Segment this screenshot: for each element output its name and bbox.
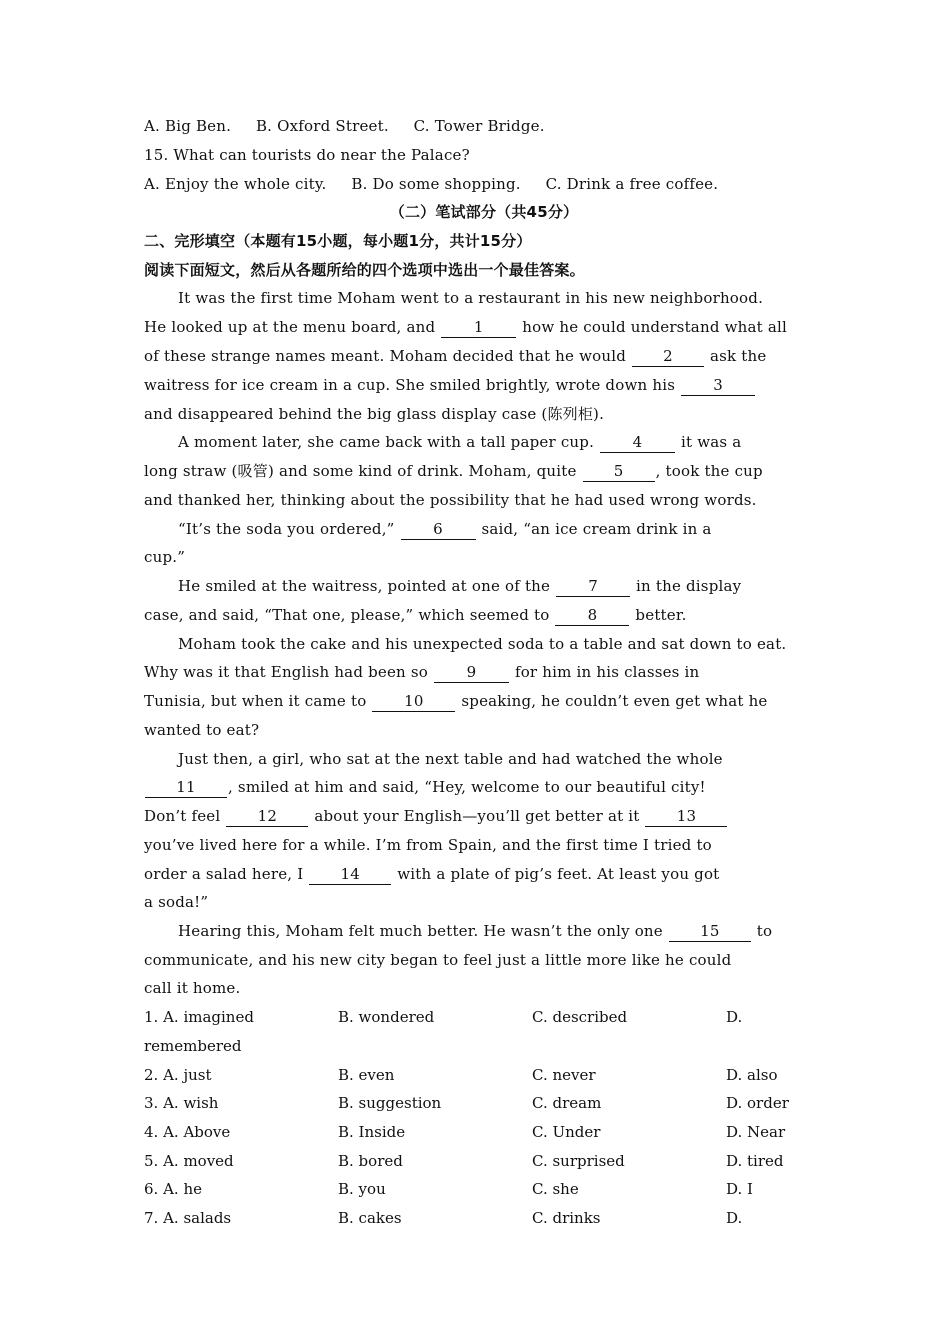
option-6c: C. she (532, 1180, 579, 1198)
option-1c: C. described (532, 1008, 628, 1026)
passage-text: with a plate of pig’s feet. At least you got (392, 865, 720, 883)
option-2a: 2. A. just (144, 1066, 212, 1084)
option-4d: D. Near (726, 1123, 786, 1141)
q15-option-b: B. Do some shopping. (351, 175, 521, 193)
passage-line: call it home. (144, 979, 241, 997)
blank-11: 11 (145, 777, 227, 798)
passage-line (144, 802, 824, 831)
blank-9: 9 (434, 662, 509, 683)
passage-text: He looked up at the menu board, and (144, 318, 441, 336)
passage-text: waitress for ice cream in a cup. She smiled brightly, wrote down his (144, 376, 681, 394)
passage-text: “It’s the soda you ordered,” (178, 520, 400, 538)
q14-options-line (144, 112, 824, 141)
blank-13: 13 (645, 806, 727, 827)
q14-option-b: B. Oxford Street. (255, 117, 389, 135)
option-3d: D. order (726, 1094, 789, 1112)
passage-text: long straw (吸管) and some kind of drink. Moham, quite (144, 462, 582, 480)
option-4a: 4. A. Above (144, 1123, 231, 1141)
passage-line (144, 658, 824, 687)
blank-14: 14 (309, 864, 391, 885)
option-1d: D. (726, 1008, 743, 1026)
q14-option-a: A. Big Ben. (144, 117, 232, 135)
passage-text: in the display (631, 577, 742, 595)
passage-line: Just then, a girl, who sat at the next table and had watched the whole (178, 750, 723, 768)
passage-text: speaking, he couldn’t even get what he (456, 692, 768, 710)
option-3c: C. dream (532, 1094, 602, 1112)
passage-text: , smiled at him and said, “Hey, welcome to our beautiful city! (228, 778, 706, 796)
passage-text: ask the (705, 347, 767, 365)
blank-12: 12 (226, 806, 308, 827)
option-1d-wrap: remembered (144, 1037, 242, 1055)
option-5c: C. surprised (532, 1152, 625, 1170)
passage-text: Why was it that English had been so (144, 663, 433, 681)
passage-line (144, 687, 824, 716)
option-6b: B. you (338, 1180, 386, 1198)
passage-text: Don’t feel (144, 807, 226, 825)
passage-line (144, 313, 824, 342)
option-5a: 5. A. moved (144, 1152, 234, 1170)
passage-line (144, 371, 824, 400)
q14-option-c: C. Tower Bridge. (413, 117, 545, 135)
passage-line: you’ve lived here for a while. I’m from Spain, and the first time I tried to (144, 836, 712, 854)
passage-line (144, 342, 824, 371)
passage-text: to (751, 922, 773, 940)
blank-5: 5 (583, 461, 655, 482)
passage-text: Hearing this, Moham felt much better. He wasn’t the only one (178, 922, 668, 940)
passage-text: He smiled at the waitress, pointed at one of the (178, 577, 556, 595)
option-1a: 1. A. imagined (144, 1008, 254, 1026)
option-7d: D. (726, 1209, 743, 1227)
passage-text: Tunisia, but when it came to (144, 692, 372, 710)
passage-line: wanted to eat? (144, 721, 260, 739)
q15-option-a: A. Enjoy the whole city. (144, 175, 327, 193)
option-3b: B. suggestion (338, 1094, 442, 1112)
passage-line (178, 515, 824, 544)
passage-line: and disappeared behind the big glass display case (陈列柜). (144, 405, 605, 423)
option-6a: 6. A. he (144, 1180, 202, 1198)
blank-8: 8 (555, 605, 629, 626)
passage-line (178, 572, 824, 601)
section-title: 二、完形填空（本题有15小题，每小题1分，共计15分） (144, 232, 532, 250)
passage-line: and thanked her, thinking about the possibility that he had used wrong words. (144, 491, 757, 509)
passage-line (144, 773, 824, 802)
passage-text: of these strange names meant. Moham decided that he would (144, 347, 631, 365)
option-4b: B. Inside (338, 1123, 406, 1141)
q15-option-c: C. Drink a free coffee. (545, 175, 719, 193)
blank-4: 4 (600, 432, 675, 453)
passage-line (178, 917, 824, 946)
option-2d: D. also (726, 1066, 778, 1084)
passage-text: , took the cup (655, 462, 763, 480)
passage-text: for him in his classes in (509, 663, 700, 681)
q15-question: 15. What can tourists do near the Palace? (144, 146, 470, 164)
blank-1: 1 (441, 317, 516, 338)
blank-15: 15 (669, 921, 751, 942)
option-5d: D. tired (726, 1152, 784, 1170)
option-7a: 7. A. salads (144, 1209, 232, 1227)
passage-line (144, 860, 824, 889)
section-instruction: 阅读下面短文，然后从各题所给的四个选项中选出一个最佳答案。 (144, 261, 585, 279)
option-2c: C. never (532, 1066, 596, 1084)
passage-line (144, 457, 824, 486)
option-7b: B. cakes (338, 1209, 402, 1227)
passage-line (144, 601, 824, 630)
blank-7: 7 (556, 576, 630, 597)
q15-options-line (144, 170, 824, 199)
passage-text: case, and said, “That one, please,” which seemed to (144, 606, 555, 624)
written-part-heading: （二）笔试部分（共45分） (389, 203, 579, 221)
passage-line: Moham took the cake and his unexpected soda to a table and sat down to eat. (178, 635, 787, 653)
option-3a: 3. A. wish (144, 1094, 219, 1112)
blank-6: 6 (401, 519, 476, 540)
passage-text: said, “an ice cream drink in a (476, 520, 712, 538)
passage-text: it was a (676, 433, 742, 451)
blank-3: 3 (681, 375, 755, 396)
option-4c: C. Under (532, 1123, 601, 1141)
passage-text: how he could understand what all (517, 318, 787, 336)
option-2b: B. even (338, 1066, 395, 1084)
passage-text: order a salad here, I (144, 865, 309, 883)
passage-text: better. (630, 606, 687, 624)
passage-line: cup.” (144, 548, 186, 566)
passage-line (178, 428, 824, 457)
blank-2: 2 (632, 346, 704, 367)
passage-text: A moment later, she came back with a tall paper cup. (178, 433, 600, 451)
option-6d: D. I (726, 1180, 753, 1198)
blank-10: 10 (372, 691, 455, 712)
option-1b: B. wondered (338, 1008, 435, 1026)
passage-line: a soda!” (144, 893, 209, 911)
passage-line: It was the first time Moham went to a restaurant in his new neighborhood. (178, 289, 764, 307)
passage-line: communicate, and his new city began to feel just a little more like he could (144, 951, 732, 969)
passage-text: about your English—you’ll get better at it (309, 807, 645, 825)
option-7c: C. drinks (532, 1209, 601, 1227)
option-5b: B. bored (338, 1152, 403, 1170)
